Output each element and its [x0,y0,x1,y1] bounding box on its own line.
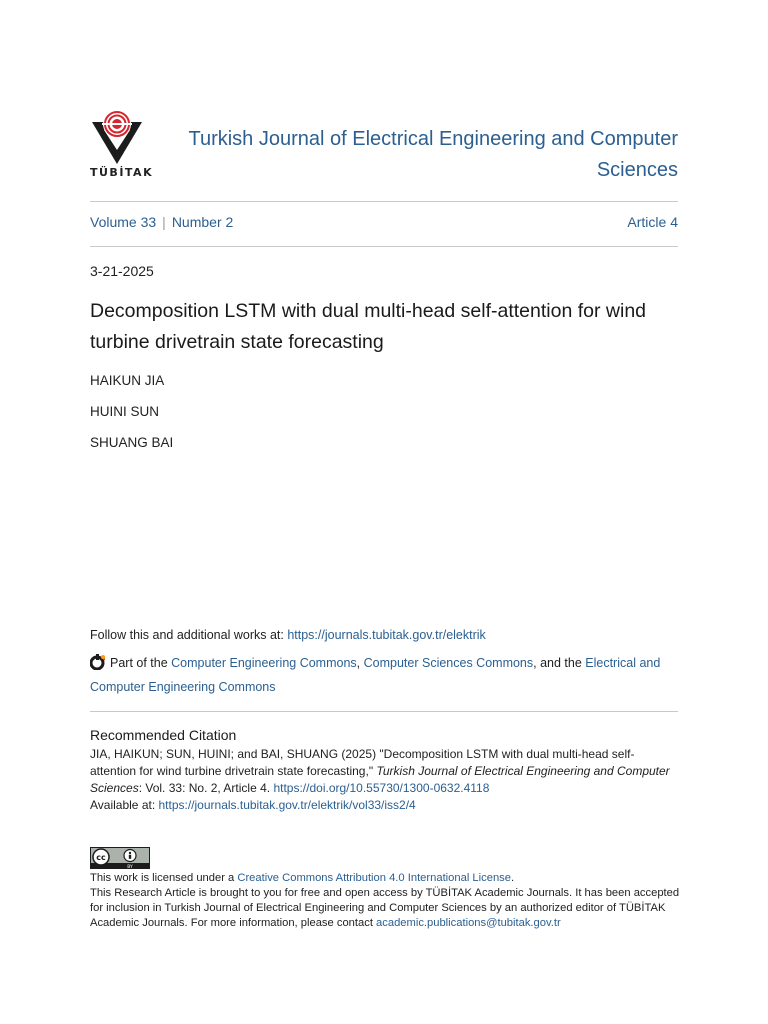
available-label: Available at: [90,798,159,812]
license-prefix: This work is licensed under a [90,872,238,884]
citation-volume: : Vol. 33: No. 2, Article 4. [138,781,274,795]
number-link[interactable]: Number 2 [171,214,234,230]
logo-wordmark: TÜBİTAK [90,166,154,179]
license-body: This Research Article is brought to you for free and open access by TÜBİTAK Academic Journals. It has been accepted for inclusion in Turkish Journal of Electrical Engineering and Computer Sciences by an authorized editor of TÜBİTAK Academic Journals. For more information, please contact [90,887,680,929]
contact-email-link[interactable]: academic.publications@tubitak.gov.tr [376,917,561,929]
article-title: Decomposition LSTM with dual multi-head self-attention for wind turbine drivetrain state forecasting [90,300,647,353]
volume-link[interactable]: Volume 33 [90,214,157,230]
author-name: SHUANG BAI [90,435,174,450]
citation-journal: Turkish Journal of Electrical Engineering and Computer Sciences [90,764,670,795]
computer-engineering-commons-link[interactable]: Computer Engineering Commons [171,656,357,670]
divider [90,201,678,202]
doi-link[interactable]: https://doi.org/10.55730/1300-0632.4118 [273,781,490,795]
tubitak-emblem-icon [90,104,144,166]
tubitak-logo [90,104,154,182]
author-name: HUINI SUN [90,404,160,419]
cc-badge-text: cc [96,853,106,862]
license-suffix: . [511,872,515,884]
part-of-and: , and the [533,656,586,670]
follow-line [90,628,486,642]
license-text [90,871,680,931]
cc-by-text: BY [127,864,133,869]
journal-title-link[interactable]: Turkish Journal of Electrical Engineering and Computer Sciences [188,128,678,181]
citation-authors: JIA, HAIKUN; SUN, HUINI; and BAI, SHUANG (2025) "Decomposition LSTM with dual multi-head self-attention for wind turbine drivetrain state forecasting," [90,747,635,778]
electrical-computer-engineering-commons-link[interactable]: Electrical and Computer Engineering Commons [90,656,661,694]
bepress-commons-icon [90,654,107,677]
part-of-line [90,653,680,698]
author-name: HAIKUN JIA [90,373,165,388]
cc-by-license-badge[interactable] [90,847,150,869]
follow-label: Follow this and additional works at: [90,628,288,642]
part-of-prefix: Part of the [110,656,172,670]
journal-header [90,104,678,184]
available-url-link[interactable]: https://journals.tubitak.gov.tr/elektrik/vol33/iss2/4 [158,798,416,812]
publication-date: 3-21-2025 [90,263,154,279]
part-of-comma: , [356,656,364,670]
article-link[interactable]: Article 4 [627,214,678,230]
cc-license-link[interactable]: Creative Commons Attribution 4.0 International License [237,872,511,884]
divider [90,711,678,712]
follow-url-link[interactable]: https://journals.tubitak.gov.tr/elektrik [287,628,486,642]
computer-sciences-commons-link[interactable]: Computer Sciences Commons [363,656,534,670]
issue-bar [90,214,678,234]
citation-text [90,746,670,814]
divider [90,246,678,247]
issue-separator: | [162,214,166,230]
recommended-citation-heading: Recommended Citation [90,727,237,743]
